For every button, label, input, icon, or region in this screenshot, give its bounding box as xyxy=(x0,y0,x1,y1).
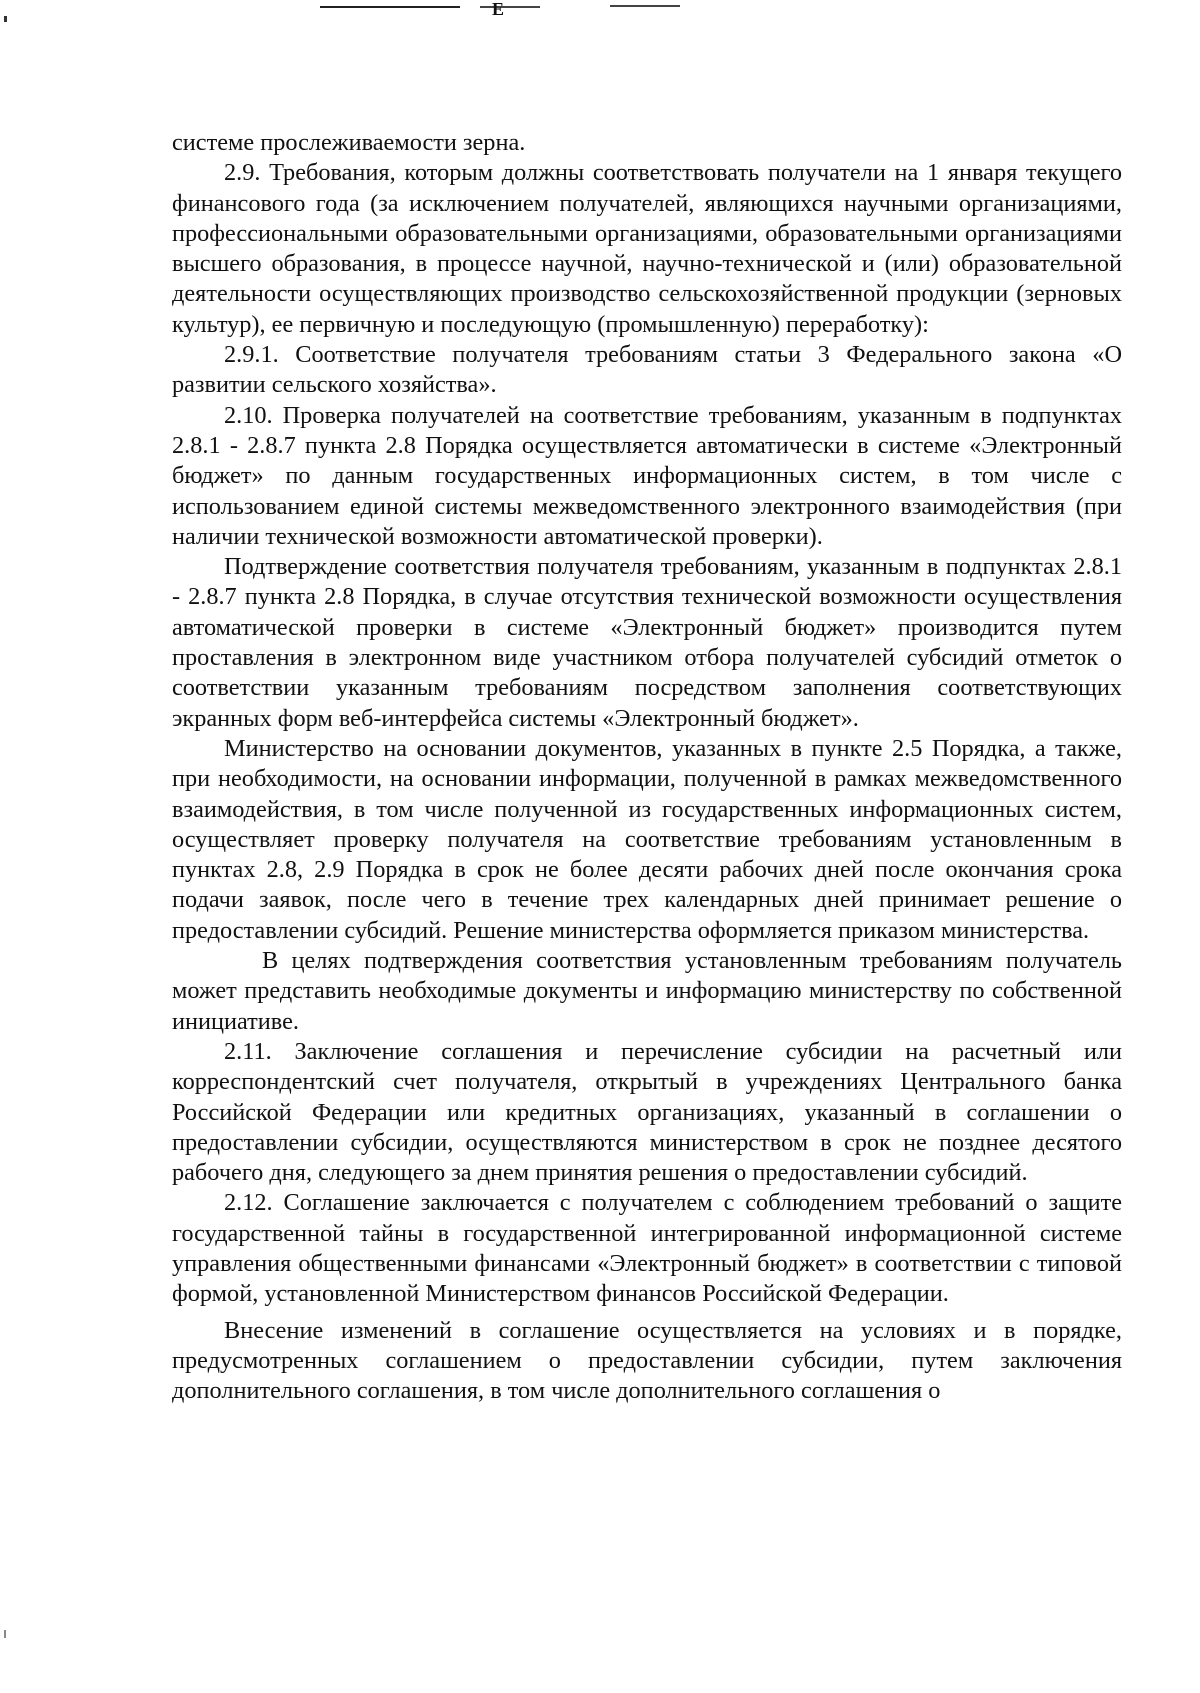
paragraph-2-11: 2.11. Заключение соглашения и перечисление субсидии на расчетный или корреспондентский счет получателя, открытый в учреждениях Центрального банка Российской Федерации или кредитных организациях, указанный в соглашении о предоставлении субсидии, осуществляются министерством в срок не позднее десятого рабочего дня, следующего за днем принятия решения о предоставлении субсидий. xyxy=(172,1037,1122,1187)
scan-artifact-dot xyxy=(4,16,7,22)
scan-mark: Е xyxy=(492,0,505,19)
paragraph-amendments: Внесение изменений в соглашение осуществляется на условиях и в порядке, предусмотренных соглашением о предоставлении субсидии, путем заключения дополнительного соглашения, в том числе дополнительного соглашения о xyxy=(172,1316,1122,1405)
paragraph-2-9-1: 2.9.1. Соответствие получателя требованиям статьи 3 Федерального закона «О развитии сельского хозяйства». xyxy=(172,341,1122,399)
paragraph-confirmation: Подтверждение соответствия получателя требованиям, указанным в подпунктах 2.8.1 - 2.8.7 пункта 2.8 Порядка, в случае отсутствия технической возможности осуществления автоматической проверки в системе «Электронный бюджет» производится путем проставления в электронном виде участником отбора получателей субсидий отметок о соответствии указанным требованиям посредством заполнения соответствующих экранных форм веб-интерфейса системы «Электронный бюджет». xyxy=(172,553,1122,732)
paragraph-2-9: 2.9. Требования, которым должны соответствовать получатели на 1 января текущего финансового года (за исключением получателей, являющихся научными организациями, профессиональными образовательными организациями, образовательными организациями высшего образования, в процессе научной, научно-технической и (или) образовательной деятельности осуществляющих производство сельскохозяйственной продукции (зерновых культур), ее первичную и последующую (промышленную) переработку): xyxy=(172,159,1122,338)
paragraph-2-12: 2.12. Соглашение заключается с получателем с соблюдением требований о защите государственной тайны в государственной интегрированной информационной системе управления общественными финансами «Электронный бюджет» в соответствии с типовой формой, установленной Министерством финансов Российской Федерации. xyxy=(172,1189,1122,1308)
document-body xyxy=(172,128,1122,1406)
scan-artifact-top xyxy=(320,0,680,18)
paragraph-ministry-check: Министерство на основании документов, указанных в пункте 2.5 Порядка, а также, при необходимости, на основании информации, полученной в рамках межведомственного взаимодействия, в том числе полученной из государственных информационных систем, осуществляет проверку получателя на соответствие требованиям установленным в пунктах 2.8, 2.9 Порядка в срок не более десяти рабочих дней после окончания срока подачи заявок, после чего в течение трех календарных дней принимает решение о предоставлении субсидий. Решение министерства оформляется приказом министерства. xyxy=(172,734,1122,944)
scan-artifact-dot xyxy=(4,1630,6,1638)
paragraph-2-10: 2.10. Проверка получателей на соответствие требованиям, указанным в подпунктах 2.8.1 - 2.8.7 пункта 2.8 Порядка осуществляется автоматически в системе «Электронный бюджет» по данным государственных информационных систем, в том числе с использованием единой системы межведомственного электронного взаимодействия (при наличии технической возможности автоматической проверки). xyxy=(172,401,1122,550)
scan-line xyxy=(320,6,460,8)
scan-line xyxy=(610,5,680,7)
scan-line xyxy=(480,6,540,8)
paragraph-continuation: системе прослеживаемости зерна. xyxy=(172,129,526,156)
paragraph-recipient-documents: В целях подтверждения соответствия установленным требованиям получатель может представить необходимые документы и информацию министерству по собственной инициативе. xyxy=(172,947,1122,1035)
